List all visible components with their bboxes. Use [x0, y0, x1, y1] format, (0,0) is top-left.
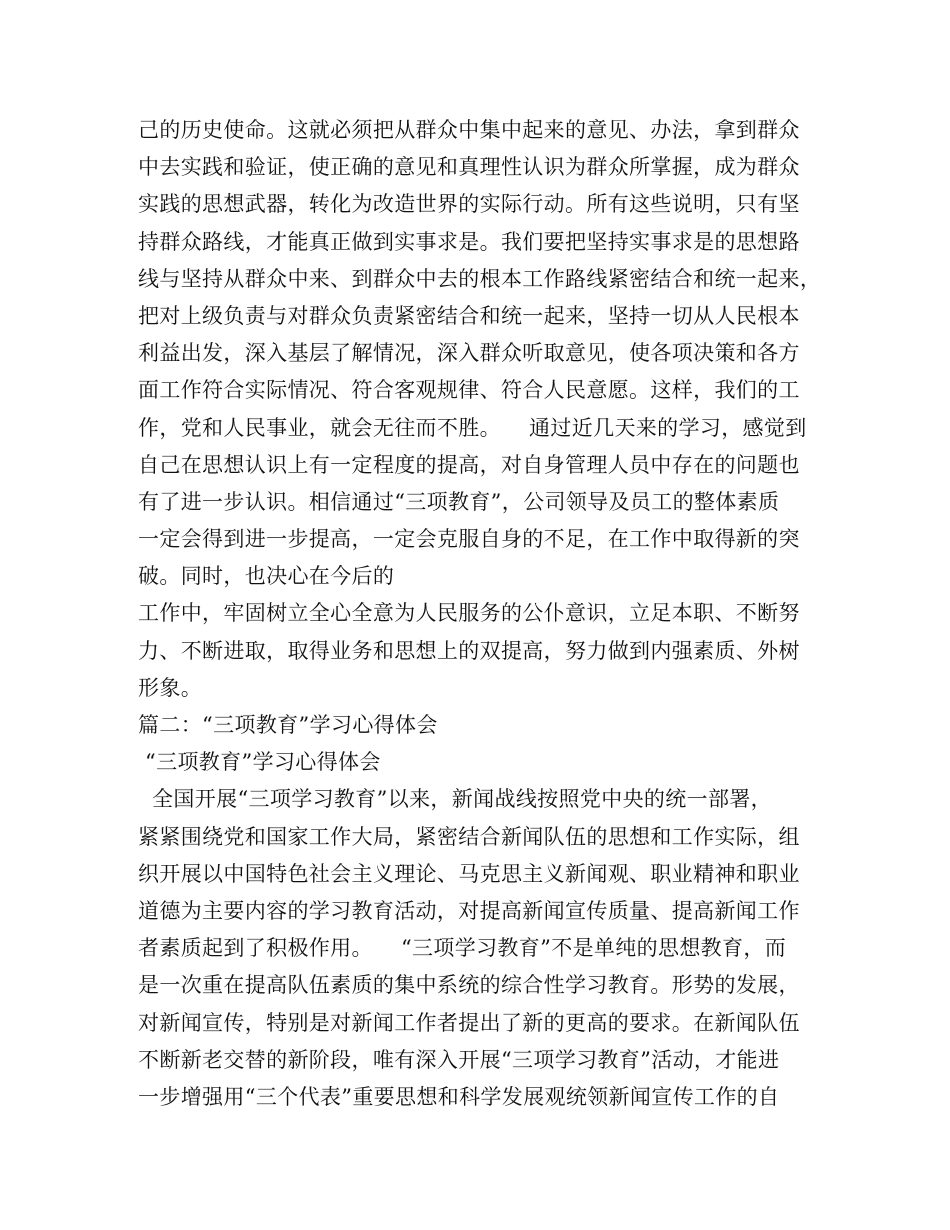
text-line: 把对上级负责与对群众负责紧密结合和统一起来，坚持一切从人民根本 [138, 303, 800, 328]
text-line: 线与坚持从群众中来、到群众中去的根本工作路线紧密结合和统一起来， [138, 266, 822, 291]
text-line: 全国开展“三项学习教育”以来，新闻战线按照党中央的统一部署， [138, 787, 773, 812]
text-line: 道德为主要内容的学习教育活动，对提高新闻宣传质量、提高新闻工作 [138, 898, 800, 923]
text-line: 对新闻宣传，特别是对新闻工作者提出了新的更高的要求。在新闻队伍 [138, 1010, 800, 1035]
text-line: 篇二：“三项教育”学习心得体会 [138, 713, 438, 737]
text-line: 形象。 [138, 675, 203, 700]
text-line: 织开展以中国特色社会主义理论、马克思主义新闻观、职业精神和职业 [138, 861, 800, 886]
text-line: 破。同时，也决心在今后的 [138, 564, 395, 589]
text-line: 己的历史使命。这就必须把从群众中集中起来的意见、办法，拿到群众 [138, 118, 800, 142]
text-line: 一步增强用“三个代表”重要思想和科学发展观统领新闻宣传工作的自 [138, 1084, 780, 1109]
text-line: 紧紧围绕党和国家工作大局，紧密结合新闻队伍的思想和工作实际，组 [138, 824, 800, 849]
text-line: 中去实践和验证，使正确的意见和真理性认识为群众所掌握，成为群众 [138, 155, 800, 180]
text-line: 者素质起到了积极作用。 “三项学习教育”不是单纯的思想教育，而 [138, 936, 787, 961]
document-body [138, 112, 838, 1116]
text-line: 一定会得到进一步提高，一定会克服自身的不足，在工作中取得新的突 [138, 527, 800, 552]
text-line: 工作中，牢固树立全心全意为人民服务的公仆意识，立足本职、不断努 [138, 601, 800, 626]
text-line: 作，党和人民事业，就会无往而不胜。 通过近几天来的学习，感觉到 [138, 415, 807, 440]
text-line: 利益出发，深入基层了解情况，深入群众听取意见，使各项决策和各方 [138, 341, 800, 366]
text-line: 面工作符合实际情况、符合客观规律、符合人民意愿。这样，我们的工 [138, 378, 800, 403]
text-line: 实践的思想武器，转化为改造世界的实际行动。所有这些说明，只有坚 [138, 192, 800, 217]
text-line: “三项教育”学习心得体会 [138, 750, 381, 775]
text-line: 自己在思想认识上有一定程度的提高，对自身管理人员中存在的问题也 [138, 452, 800, 477]
text-line: 有了进一步认识。相信通过“三项教育”，公司领导及员工的整体素质 [138, 489, 780, 514]
text-line: 是一次重在提高队伍素质的集中系统的综合性学习教育。形势的发展， [138, 973, 800, 998]
text-line: 持群众路线，才能真正做到实事求是。我们要把坚持实事求是的思想路 [138, 229, 800, 254]
text-line: 力、不断进取，取得业务和思想上的双提高，努力做到内强素质、外树 [138, 638, 800, 663]
text-line: 不断新老交替的新阶段，唯有深入开展“三项学习教育”活动，才能进 [138, 1047, 780, 1072]
